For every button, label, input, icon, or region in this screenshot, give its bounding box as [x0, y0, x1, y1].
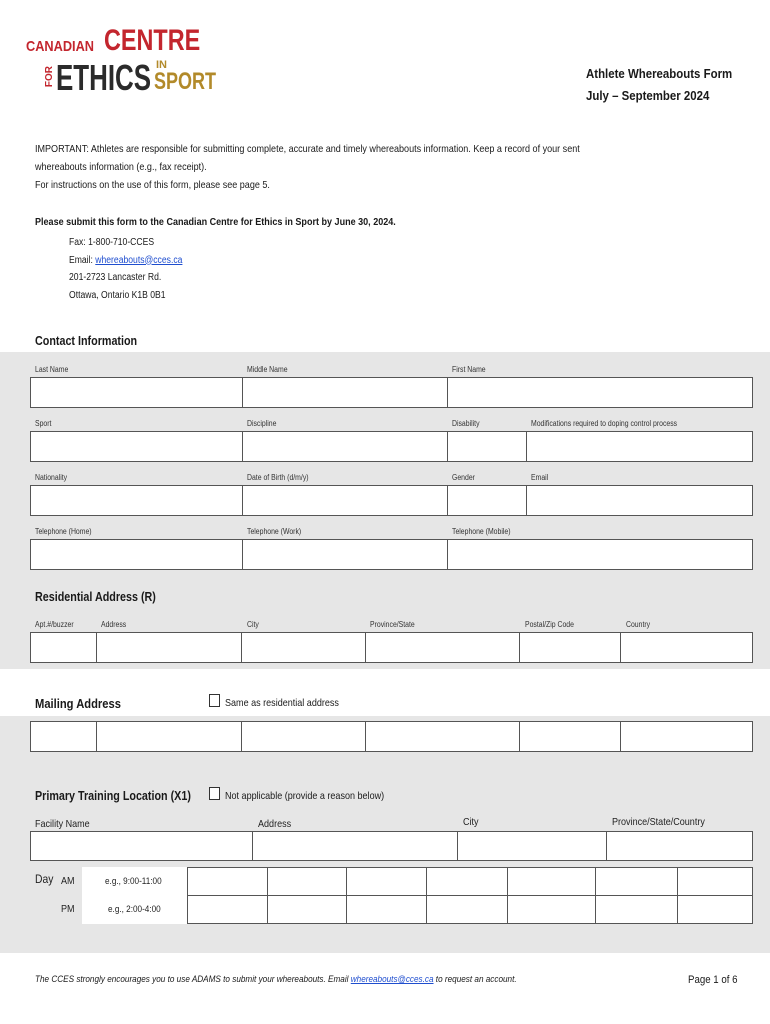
first-name-label: First Name [452, 365, 486, 374]
pm-day-3[interactable] [347, 896, 427, 923]
training-city-label: City [463, 816, 479, 828]
name-row [30, 377, 753, 408]
mail-province-field[interactable] [366, 722, 520, 751]
gender-label: Gender [452, 473, 475, 482]
tel-work-field[interactable] [243, 540, 448, 569]
discipline-label: Discipline [247, 419, 277, 428]
email-line [69, 252, 182, 270]
tel-home-field[interactable] [31, 540, 243, 569]
am-example: e.g., 9:00-11:00 [105, 876, 162, 887]
pm-schedule-row [187, 895, 753, 924]
tel-mobile-label: Telephone (Mobile) [452, 527, 511, 536]
pm-day-1[interactable] [188, 896, 268, 923]
am-day-6[interactable] [596, 868, 678, 895]
res-country-field[interactable] [621, 633, 752, 662]
country-label: Country [626, 620, 651, 629]
gender-field[interactable] [448, 486, 527, 515]
form-period: July – September 2024 [586, 88, 710, 103]
province-country-label: Province/State/Country [612, 816, 705, 828]
logo-centre: CENTRE [104, 24, 201, 57]
disability-field[interactable] [448, 432, 527, 461]
important-notice [35, 140, 580, 194]
tel-mobile-field[interactable] [448, 540, 752, 569]
modifications-field[interactable] [527, 432, 752, 461]
fax-number: Fax: 1-800-710-CCES [69, 237, 155, 248]
training-panel [0, 778, 770, 953]
email-label: Email: [69, 254, 96, 266]
mail-apt-field[interactable] [31, 722, 97, 751]
middle-name-field[interactable] [243, 378, 448, 407]
facility-label: Facility Name [35, 818, 90, 830]
province-country-field[interactable] [607, 832, 752, 860]
email-field[interactable] [527, 486, 752, 515]
pm-day-5[interactable] [508, 896, 596, 923]
am-day-2[interactable] [268, 868, 347, 895]
tel-work-label: Telephone (Work) [247, 527, 302, 536]
pm-day-7[interactable] [678, 896, 752, 923]
am-day-7[interactable] [678, 868, 752, 895]
res-apt-field[interactable] [31, 633, 97, 662]
cces-logo [18, 24, 217, 104]
contact-info-panel [0, 352, 770, 579]
mailing-row [30, 721, 753, 752]
telephone-row [30, 539, 753, 570]
am-label: AM [61, 875, 75, 887]
am-day-4[interactable] [427, 868, 508, 895]
mail-country-field[interactable] [621, 722, 752, 751]
nationality-label: Nationality [35, 473, 68, 482]
nationality-field[interactable] [31, 486, 243, 515]
res-address-field[interactable] [97, 633, 242, 662]
logo-canadian: CANADIAN [26, 38, 94, 55]
pm-label: PM [61, 903, 75, 915]
last-name-field[interactable] [31, 378, 243, 407]
instructions-note: For instructions on the use of this form, please see page 5. [35, 179, 270, 191]
city-address: Ottawa, Ontario K1B 0B1 [69, 289, 166, 301]
email-field-label: Email [531, 473, 549, 482]
logo-sport: SPORT [154, 68, 217, 95]
res-province-field[interactable] [366, 633, 520, 662]
footer-text-after: to request an account. [433, 974, 517, 985]
same-as-residential-checkbox[interactable] [209, 694, 220, 707]
contact-info-title: Contact Information [35, 334, 138, 348]
am-day-3[interactable] [347, 868, 427, 895]
middle-name-label: Middle Name [247, 365, 288, 374]
postal-label: Postal/Zip Code [525, 620, 574, 629]
am-day-1[interactable] [188, 868, 268, 895]
form-title: Athlete Whereabouts Form [586, 66, 733, 81]
res-postal-field[interactable] [520, 633, 621, 662]
mail-city-field[interactable] [242, 722, 366, 751]
address-label: Address [101, 620, 127, 629]
facility-field[interactable] [31, 832, 253, 860]
same-as-residential-label: Same as residential address [225, 697, 339, 709]
discipline-field[interactable] [243, 432, 448, 461]
training-address-field[interactable] [253, 832, 458, 860]
important-line-1: IMPORTANT: Athletes are responsible for submitting complete, accurate and timely whereabouts information. Keep a record of your sent [35, 143, 580, 155]
modifications-label: Modifications required to doping control process [531, 419, 678, 428]
training-location-row [30, 831, 753, 861]
street-address: 201-2723 Lancaster Rd. [69, 272, 162, 283]
residential-title: Residential Address (R) [35, 590, 156, 604]
pm-day-2[interactable] [268, 896, 347, 923]
not-applicable-label: Not applicable (provide a reason below) [225, 790, 385, 802]
day-label: Day [35, 872, 54, 886]
logo-ethics: ETHICS [56, 57, 152, 98]
apt-label: Apt.#/buzzer [35, 620, 74, 629]
footer-text-before: The CCES strongly encourages you to use ADAMS to submit your whereabouts. Email [35, 974, 351, 985]
mailing-panel [0, 716, 770, 778]
dob-field[interactable] [243, 486, 448, 515]
mail-postal-field[interactable] [520, 722, 621, 751]
res-city-field[interactable] [242, 633, 366, 662]
tel-home-label: Telephone (Home) [35, 527, 92, 536]
dob-label: Date of Birth (d/m/y) [247, 473, 309, 482]
last-name-label: Last Name [35, 365, 69, 374]
am-schedule-row [187, 867, 753, 896]
sport-field[interactable] [31, 432, 243, 461]
training-city-field[interactable] [458, 832, 607, 860]
important-line-2: whereabouts information (e.g., fax receipt). [35, 161, 207, 173]
residential-panel [0, 579, 770, 669]
spacer [0, 669, 770, 676]
first-name-field[interactable] [448, 378, 752, 407]
footer-note [35, 974, 517, 985]
submit-instruction: Please submit this form to the Canadian Centre for Ethics in Sport by June 30, 2024. [35, 216, 396, 228]
logo-for: FOR [44, 66, 55, 88]
cces-contact-details [69, 234, 182, 304]
province-label: Province/State [370, 620, 415, 629]
nationality-row [30, 485, 753, 516]
residential-row [30, 632, 753, 663]
pm-day-6[interactable] [596, 896, 678, 923]
disability-label: Disability [452, 419, 480, 428]
form-title-block [586, 63, 732, 107]
sport-label: Sport [35, 419, 52, 428]
pm-example: e.g., 2:00-4:00 [108, 904, 161, 915]
logo-in: IN [156, 59, 167, 71]
pm-day-4[interactable] [427, 896, 508, 923]
page-number: Page 1 of 6 [688, 974, 738, 986]
email-link[interactable]: whereabouts@cces.ca [95, 254, 183, 266]
mailing-title: Mailing Address [35, 696, 121, 711]
mail-address-field[interactable] [97, 722, 242, 751]
training-title: Primary Training Location (X1) [35, 789, 191, 803]
footer-email-link[interactable]: whereabouts@cces.ca [350, 974, 434, 985]
city-label: City [247, 620, 259, 629]
sport-row [30, 431, 753, 462]
not-applicable-checkbox[interactable] [209, 787, 220, 800]
training-address-label: Address [258, 818, 292, 830]
am-day-5[interactable] [508, 868, 596, 895]
